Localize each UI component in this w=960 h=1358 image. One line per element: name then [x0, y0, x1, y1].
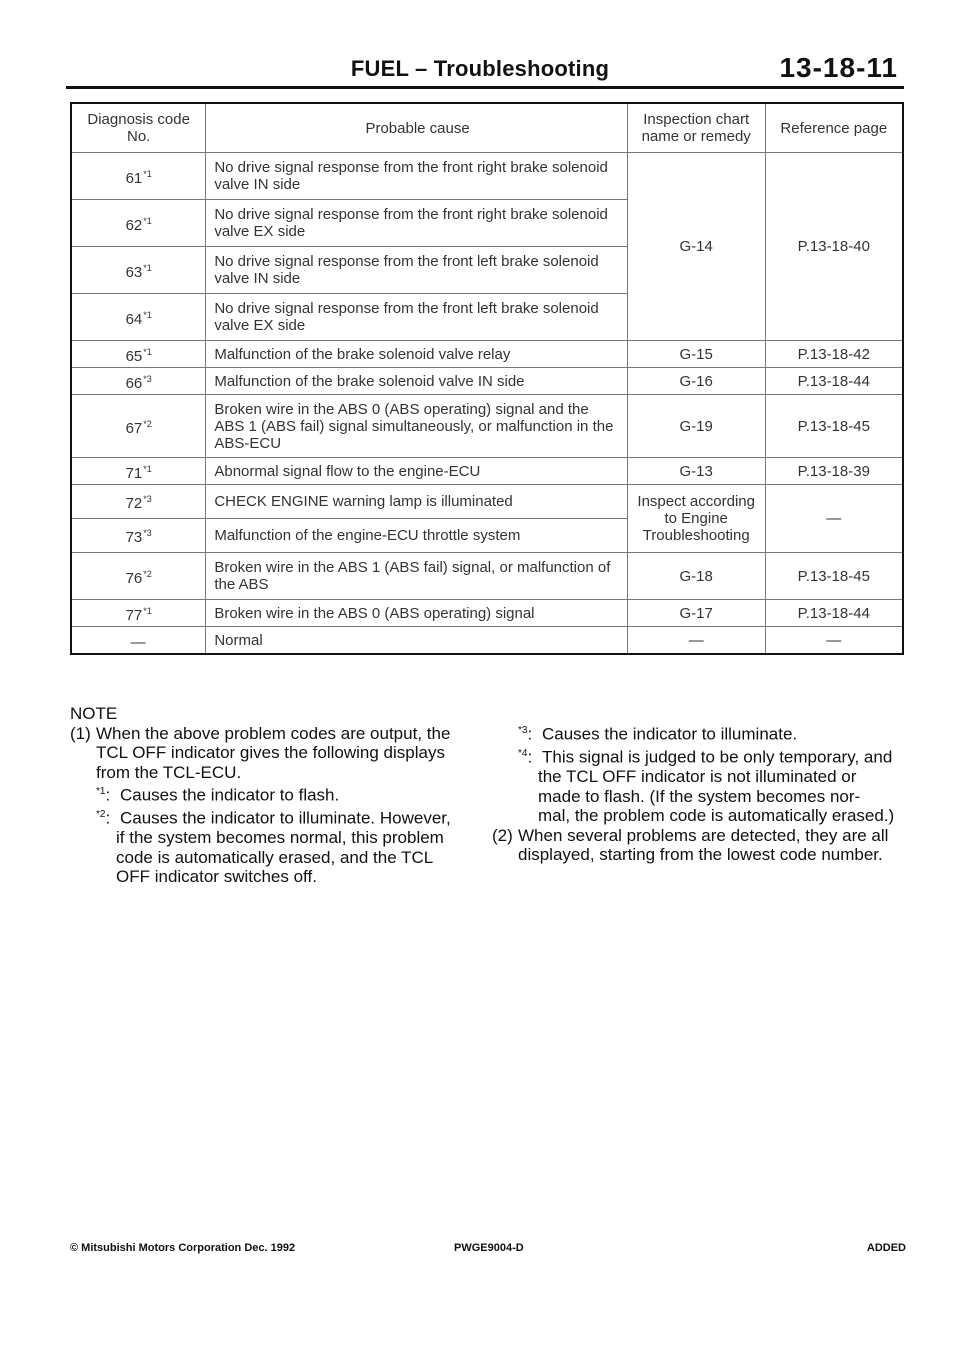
footnote-mark: $^{*1}$: — [96, 785, 111, 805]
note-line: Causes the indicator to illuminate. However, — [120, 808, 451, 828]
code-cell — [71, 627, 206, 655]
code-footnote-mark: *1 — [143, 346, 152, 357]
code-value: 63 — [125, 263, 143, 281]
code-cell — [71, 200, 206, 247]
inspection-cell: G-17 — [627, 600, 765, 627]
inspection-cell: G-14 — [627, 153, 765, 341]
code-value: 73 — [125, 529, 143, 546]
code-footnote-mark: *1 — [143, 309, 152, 320]
code-cell — [71, 153, 206, 200]
cause-cell: No drive signal response from the front left brake solenoid valve IN side — [206, 247, 627, 294]
reference-cell: — — [765, 485, 903, 553]
table-row — [71, 153, 903, 200]
table-row — [71, 458, 903, 485]
code-footnote-mark: *2 — [143, 568, 152, 579]
note-line: displayed, starting from the lowest code number. — [518, 845, 883, 865]
footer-copyright: © Mitsubishi Motors Corporation Dec. 1992 — [70, 1242, 296, 1254]
column-header-cause: Probable cause — [206, 103, 627, 153]
note-heading: NOTE — [70, 704, 118, 723]
footnote-mark: $^{*3}$: — [518, 724, 533, 744]
inspection-cell: G-15 — [627, 341, 765, 368]
inspection-cell: G-16 — [627, 368, 765, 395]
code-footnote-mark: *3 — [143, 494, 152, 504]
note-line: made to flash. (If the system becomes nor- — [538, 786, 861, 806]
column-header-code: Diagnosis code No. — [71, 103, 206, 153]
column-header-reference: Reference page — [765, 103, 903, 153]
code-footnote-mark: *1 — [143, 168, 152, 179]
cause-cell: No drive signal response from the front right brake solenoid valve IN side — [206, 153, 627, 200]
table-row — [71, 395, 903, 458]
code-cell — [71, 395, 206, 458]
code-cell — [71, 600, 206, 627]
code-value: 64 — [125, 310, 143, 328]
table-row — [71, 341, 903, 368]
note-left-column — [70, 704, 470, 887]
code-value: 67 — [125, 419, 143, 437]
note-item-1 — [70, 724, 470, 744]
cause-cell: Abnormal signal flow to the engine-ECU — [206, 458, 627, 485]
code-footnote-mark: *1 — [143, 262, 152, 273]
note-item-2 — [492, 826, 906, 846]
inspection-cell: G-18 — [627, 553, 765, 600]
reference-cell: — — [765, 627, 903, 655]
cause-cell: No drive signal response from the front left brake solenoid valve EX side — [206, 294, 627, 341]
code-footnote-mark: *1 — [143, 463, 152, 474]
note-line: Causes the indicator to flash. — [120, 785, 340, 805]
code-value: 77 — [125, 606, 143, 624]
code-footnote-mark: *1 — [143, 215, 152, 226]
note-line: code is automatically erased, and the TCL — [116, 847, 434, 867]
footnote-2 — [70, 805, 470, 828]
code-value: 62 — [125, 216, 143, 234]
footer-status: ADDED — [866, 1242, 906, 1254]
table-header-row — [71, 103, 903, 153]
code-value: 66 — [125, 374, 143, 392]
code-cell — [71, 341, 206, 368]
table-row — [71, 368, 903, 395]
note-line: When the above problem codes are output, the — [96, 723, 451, 743]
reference-cell: P.13-18-42 — [765, 341, 903, 368]
reference-cell: P.13-18-45 — [765, 395, 903, 458]
cause-cell: Normal — [206, 627, 627, 655]
table-row — [71, 485, 903, 519]
note-line: from the TCL-ECU. — [96, 762, 242, 782]
page-number: 13-18-11 — [779, 52, 898, 83]
cause-cell: Malfunction of the brake solenoid valve relay — [206, 341, 627, 368]
note-line: This signal is judged to be only temporary, and — [542, 747, 893, 767]
code-footnote-mark: *1 — [143, 605, 152, 616]
table-row — [71, 553, 903, 600]
code-cell — [71, 485, 206, 519]
code-value: — — [130, 633, 146, 651]
inspection-cell: Inspect according to Engine Troubleshooting — [627, 485, 765, 553]
code-cell — [71, 458, 206, 485]
note-line: mal, the problem code is automatically erased.) — [538, 806, 895, 826]
code-footnote-mark: *2 — [143, 418, 152, 429]
note-line: the TCL OFF indicator is not illuminated or — [538, 767, 857, 787]
reference-cell: P.13-18-40 — [765, 153, 903, 341]
footer-doc-code: PWGE9004-D — [454, 1242, 524, 1254]
footnote-mark: $^{*2}$: — [96, 808, 111, 828]
note-line: OFF indicator switches off. — [116, 867, 317, 887]
item-number: (1) — [70, 723, 91, 743]
code-value: 72 — [125, 495, 143, 512]
column-header-inspection: Inspection chart name or remedy — [627, 103, 765, 153]
inspection-cell: — — [627, 627, 765, 655]
note-line: TCL OFF indicator gives the following displays — [96, 743, 445, 762]
code-cell — [71, 368, 206, 395]
reference-cell: P.13-18-44 — [765, 600, 903, 627]
footnote-3 — [492, 721, 906, 744]
code-cell — [71, 294, 206, 341]
page-footer — [70, 1242, 906, 1258]
cause-cell: Broken wire in the ABS 0 (ABS operating) signal — [206, 600, 627, 627]
reference-cell: P.13-18-39 — [765, 458, 903, 485]
reference-cell: P.13-18-45 — [765, 553, 903, 600]
code-footnote-mark: *3 — [143, 373, 152, 384]
page-title: FUEL – Troubleshooting — [350, 56, 610, 81]
diagnosis-code-table — [70, 102, 904, 655]
cause-cell: Malfunction of the engine-ECU throttle system — [206, 519, 627, 553]
code-footnote-mark: *3 — [143, 528, 152, 538]
code-value: 76 — [125, 569, 143, 587]
code-value: 61 — [125, 169, 143, 187]
code-value: 65 — [125, 347, 143, 365]
code-cell — [71, 247, 206, 294]
table-row — [71, 627, 903, 655]
inspection-cell: G-13 — [627, 458, 765, 485]
cause-cell: Broken wire in the ABS 0 (ABS operating) signal and the ABS 1 (ABS fail) signal simultaneously, or malfunction in the ABS-ECU — [206, 395, 627, 458]
inspection-cell: G-19 — [627, 395, 765, 458]
note-line: if the system becomes normal, this problem — [116, 828, 444, 848]
code-value: 71 — [125, 464, 143, 482]
code-cell — [71, 553, 206, 600]
reference-cell: P.13-18-44 — [765, 368, 903, 395]
cause-cell: No drive signal response from the front right brake solenoid valve EX side — [206, 200, 627, 247]
footnote-4 — [492, 744, 906, 767]
note-line: Causes the indicator to illuminate. — [542, 724, 798, 744]
item-number: (2) — [492, 825, 513, 845]
cause-cell: CHECK ENGINE warning lamp is illuminated — [206, 485, 627, 519]
table-row — [71, 600, 903, 627]
footnote-1 — [70, 782, 470, 805]
footnote-mark: $^{*4}$: — [518, 747, 533, 767]
code-cell — [71, 519, 206, 553]
note-line: When several problems are detected, they are all — [518, 825, 889, 845]
cause-cell: Broken wire in the ABS 1 (ABS fail) signal, or malfunction of the ABS — [206, 553, 627, 600]
note-right-column — [492, 721, 906, 865]
cause-cell: Malfunction of the brake solenoid valve IN side — [206, 368, 627, 395]
header-rule — [66, 86, 904, 89]
